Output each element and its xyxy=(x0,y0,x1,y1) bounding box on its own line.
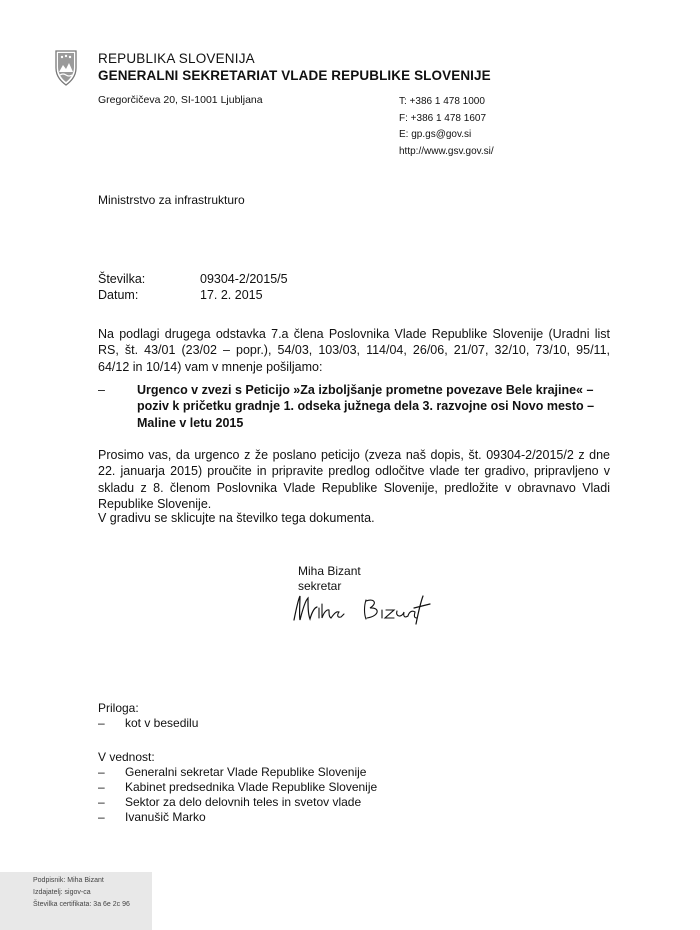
subject-dash: – xyxy=(98,383,105,397)
signer-info: Podpisnik: Miha Bizant xyxy=(33,877,104,884)
subject-text: Urgenco v zvezi s Peticijo »Za izboljšanje prometne povezave Bele krajine« – poziv k pričetku gradnje 1. odseka južnega dela 3. razvojne osi Novo mesto – Maline v letu 2015 xyxy=(137,383,595,430)
number-label: Številka: xyxy=(98,272,146,286)
subject-item xyxy=(98,382,610,431)
intro-paragraph: Na podlagi drugega odstavka 7.a člena Poslovnika Vlade Republike Slovenije (Uradni list RS, št. 43/01 (23/02 – popr.), 54/03, 103/03, 114/04, 26/06, 21/07, 32/10, 73/10, 95/11, 64/12 in 10/14) vam v mnenje pošiljamo: xyxy=(98,327,610,374)
attachments-label: Priloga: xyxy=(98,701,139,715)
fax: F: +386 1 478 1607 xyxy=(399,112,487,124)
cc-recipient: Sektor za delo delovnih teles in svetov vlade xyxy=(125,795,362,809)
issuer-info: Izdajatelj: sigov-ca xyxy=(33,889,91,896)
email: E: gp.gs@gov.si xyxy=(399,129,472,140)
date-label: Datum: xyxy=(98,288,139,302)
cc-recipient: Kabinet predsednika Vlade Republike Slovenije xyxy=(125,780,378,794)
attachments-block xyxy=(98,701,198,731)
website: http://www.gsv.gov.si/ xyxy=(399,145,494,157)
date-value: 17. 2. 2015 xyxy=(200,288,263,302)
list-dash: – xyxy=(98,780,105,794)
signer-name: Miha Bizant xyxy=(298,564,361,578)
contact-block xyxy=(399,94,494,160)
certificate-info: Številka certifikata: 3a 6e 2c 96 xyxy=(33,901,130,908)
list-dash: – xyxy=(98,716,105,730)
list-dash: – xyxy=(98,810,105,824)
cc-recipient: Ivanušič Marko xyxy=(125,810,206,824)
list-dash: – xyxy=(98,765,105,779)
list-item xyxy=(98,716,198,731)
org-address: Gregorčičeva 20, SI-1001 Ljubljana xyxy=(98,94,263,106)
handwritten-signature xyxy=(288,590,438,626)
list-item xyxy=(98,810,377,825)
attachment-text: kot v besedilu xyxy=(125,716,199,730)
number-value: 09304-2/2015/5 xyxy=(200,272,288,286)
list-item xyxy=(98,780,377,795)
slovenia-coat-of-arms-icon xyxy=(46,48,86,88)
signer-title: sekretar xyxy=(298,579,342,593)
request-paragraph: Prosimo vas, da urgenco z že poslano peticijo (zveza naš dopis, št. 09304-2/2015/2 z dne 22. januarja 2015) proučite in pripravite predlog odločitve vlade ter gradivo, pripravljeno v skladu z 8. členom Poslovnika Vlade Republike Slovenije, predložite v obravnavo Vladi Republike Slovenije. xyxy=(98,448,610,512)
org-name: REPUBLIKA SLOVENIJA xyxy=(98,51,255,66)
org-department: GENERALNI SEKRETARIAT VLADE REPUBLIKE SLOVENIJE xyxy=(98,68,491,83)
list-dash: – xyxy=(98,795,105,809)
list-item xyxy=(98,795,377,810)
recipient: Ministrstvo za infrastrukturo xyxy=(98,193,245,207)
cc-label: V vednost: xyxy=(98,750,155,764)
cc-recipient: Generalni sekretar Vlade Republike Slovenije xyxy=(125,765,367,779)
document-meta xyxy=(98,271,288,303)
list-item xyxy=(98,765,377,780)
reference-paragraph: V gradivu se sklicujte na številko tega dokumenta. xyxy=(98,511,375,525)
cc-block xyxy=(98,750,377,825)
phone: T: +386 1 478 1000 xyxy=(399,96,485,107)
digital-signature-box xyxy=(0,872,152,930)
